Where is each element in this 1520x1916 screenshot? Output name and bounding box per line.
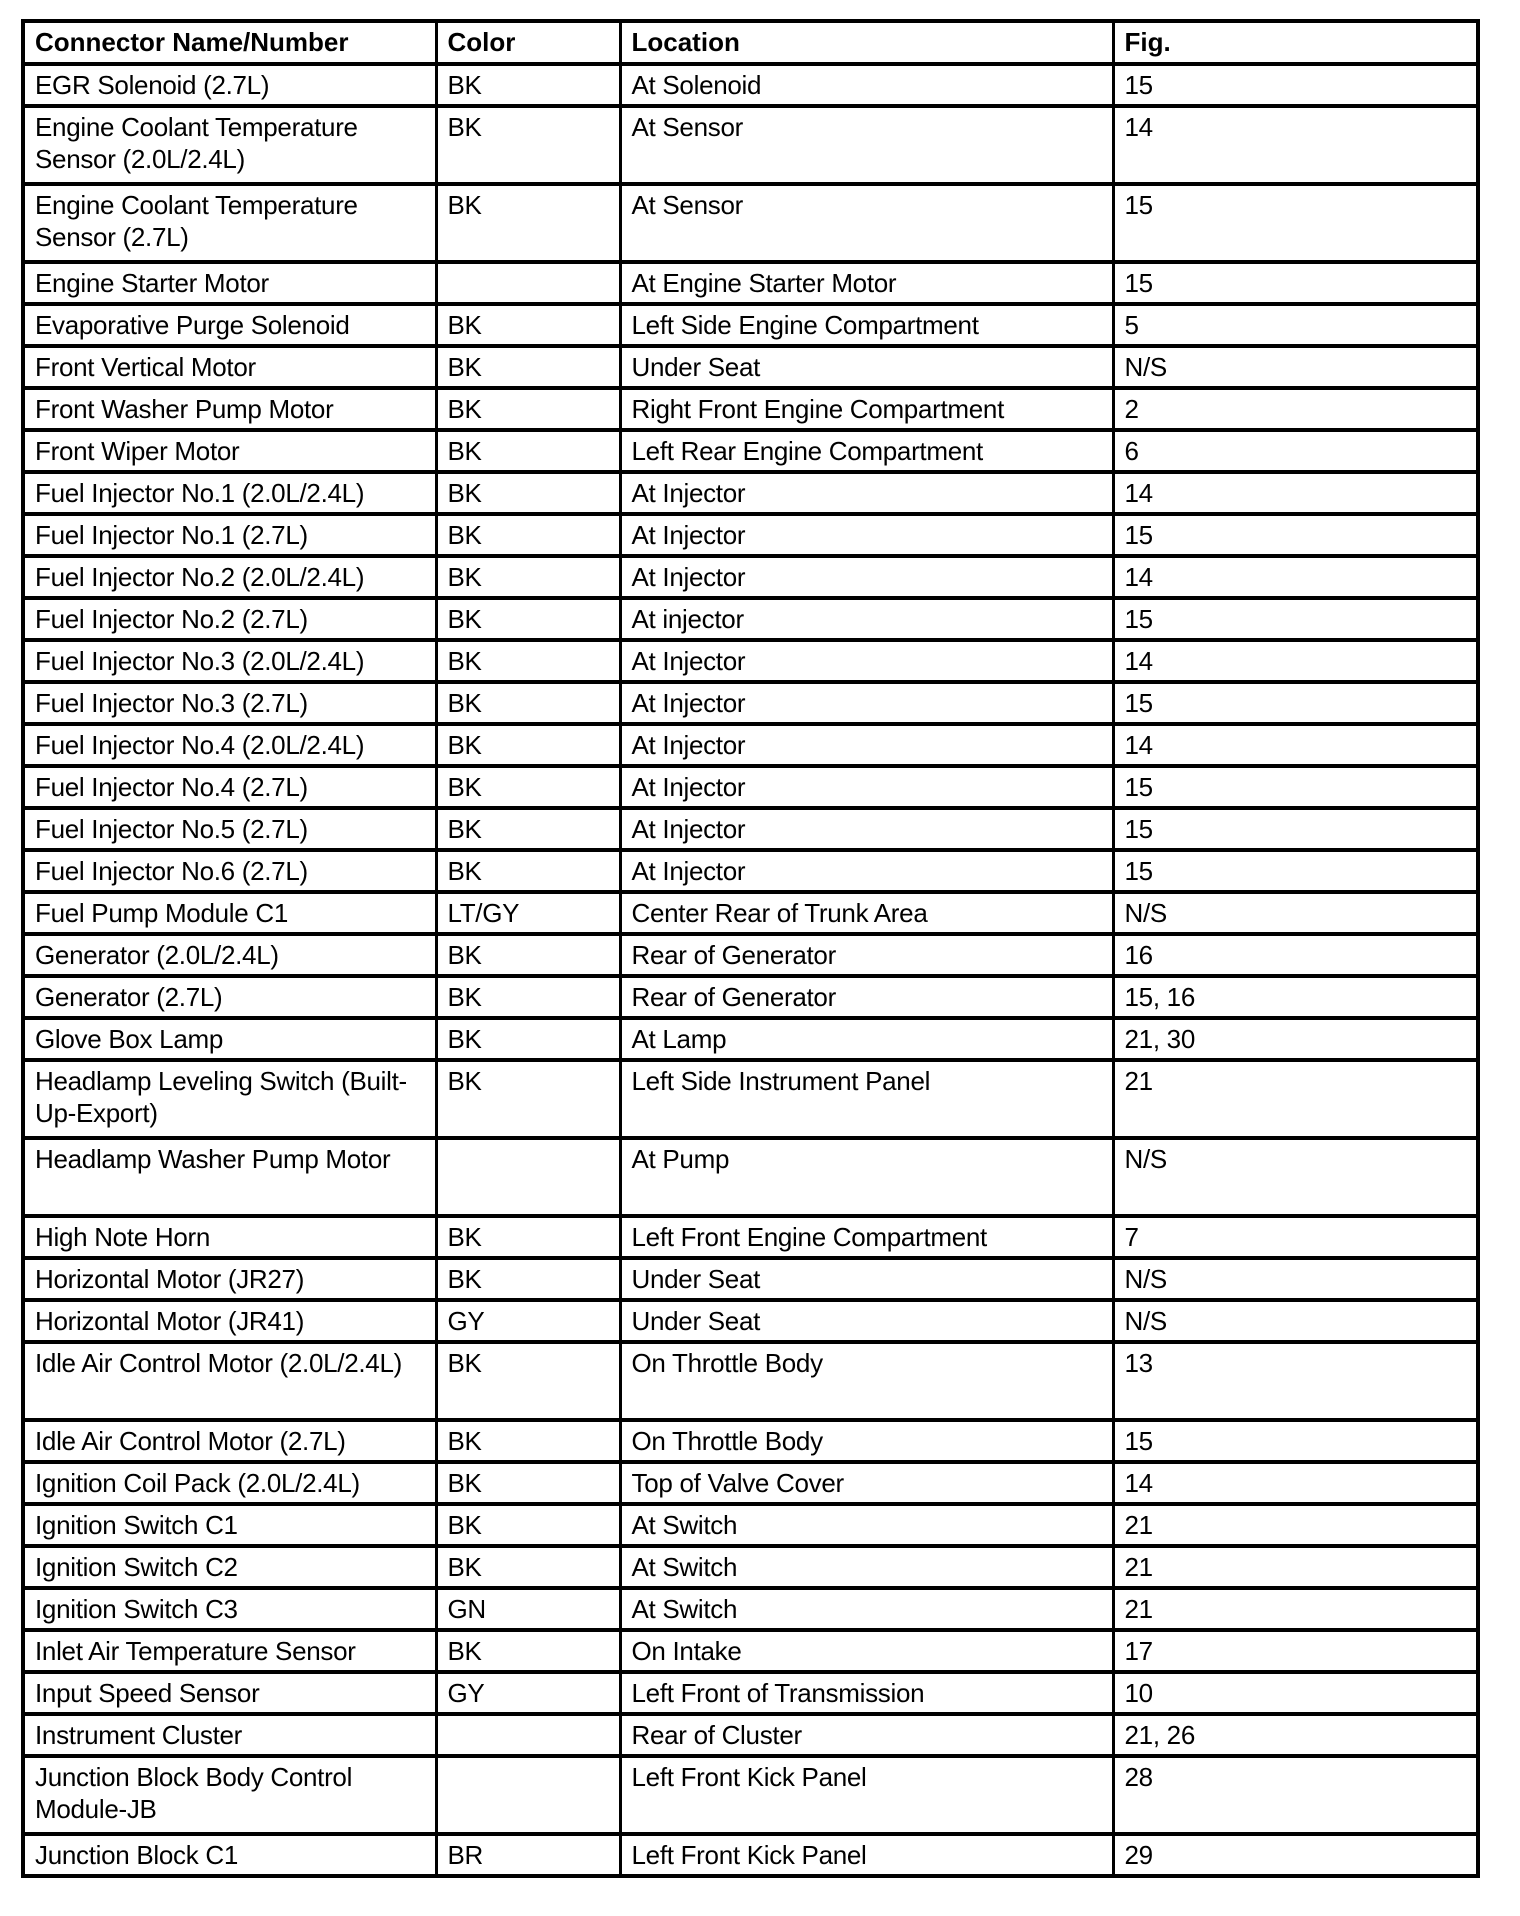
cell-location: Left Front Kick Panel bbox=[620, 1756, 1113, 1834]
table-row bbox=[23, 1504, 1478, 1546]
cell-fig: 21, 30 bbox=[1113, 1018, 1478, 1060]
cell-color: GY bbox=[436, 1672, 620, 1714]
cell-fig: 14 bbox=[1113, 106, 1478, 184]
cell-location: Under Seat bbox=[620, 346, 1113, 388]
table-row bbox=[23, 892, 1478, 934]
table-row bbox=[23, 346, 1478, 388]
table-row bbox=[23, 1630, 1478, 1672]
cell-color: BK bbox=[436, 430, 620, 472]
cell-connector-name: Headlamp Washer Pump Motor bbox=[23, 1138, 436, 1216]
cell-connector-name: Fuel Pump Module C1 bbox=[23, 892, 436, 934]
table-row bbox=[23, 472, 1478, 514]
cell-connector-name: High Note Horn bbox=[23, 1216, 436, 1258]
table-row bbox=[23, 1018, 1478, 1060]
cell-connector-name: Engine Starter Motor bbox=[23, 262, 436, 304]
cell-color: BK bbox=[436, 556, 620, 598]
cell-connector-name: Generator (2.7L) bbox=[23, 976, 436, 1018]
cell-fig: N/S bbox=[1113, 1300, 1478, 1342]
cell-fig: 28 bbox=[1113, 1756, 1478, 1834]
cell-color: BK bbox=[436, 106, 620, 184]
table-row bbox=[23, 514, 1478, 556]
cell-connector-name: Front Wiper Motor bbox=[23, 430, 436, 472]
cell-color: BK bbox=[436, 1420, 620, 1462]
header-color: Color bbox=[436, 21, 620, 64]
cell-location: On Intake bbox=[620, 1630, 1113, 1672]
cell-connector-name: Glove Box Lamp bbox=[23, 1018, 436, 1060]
cell-fig: 15 bbox=[1113, 766, 1478, 808]
cell-color: BK bbox=[436, 934, 620, 976]
cell-color: BK bbox=[436, 850, 620, 892]
cell-color: BK bbox=[436, 808, 620, 850]
cell-fig: N/S bbox=[1113, 1138, 1478, 1216]
table-row bbox=[23, 1714, 1478, 1756]
cell-location: Right Front Engine Compartment bbox=[620, 388, 1113, 430]
cell-location: At Injector bbox=[620, 514, 1113, 556]
cell-fig: 21 bbox=[1113, 1504, 1478, 1546]
cell-fig: 15 bbox=[1113, 64, 1478, 106]
cell-fig: 15 bbox=[1113, 1420, 1478, 1462]
table-row bbox=[23, 766, 1478, 808]
cell-color: BK bbox=[436, 304, 620, 346]
cell-connector-name: Horizontal Motor (JR27) bbox=[23, 1258, 436, 1300]
cell-color: BK bbox=[436, 1060, 620, 1138]
cell-fig: 16 bbox=[1113, 934, 1478, 976]
table-header-row bbox=[23, 21, 1478, 64]
table-row bbox=[23, 1138, 1478, 1216]
cell-color bbox=[436, 1714, 620, 1756]
cell-color: BK bbox=[436, 64, 620, 106]
cell-fig: 21, 26 bbox=[1113, 1714, 1478, 1756]
cell-fig: 15 bbox=[1113, 808, 1478, 850]
cell-color bbox=[436, 262, 620, 304]
cell-connector-name: Fuel Injector No.1 (2.7L) bbox=[23, 514, 436, 556]
cell-location: At Injector bbox=[620, 682, 1113, 724]
cell-connector-name: Input Speed Sensor bbox=[23, 1672, 436, 1714]
table-row bbox=[23, 598, 1478, 640]
cell-fig: N/S bbox=[1113, 346, 1478, 388]
table-row bbox=[23, 682, 1478, 724]
header-connector-name: Connector Name/Number bbox=[23, 21, 436, 64]
cell-connector-name: Fuel Injector No.3 (2.0L/2.4L) bbox=[23, 640, 436, 682]
cell-location: Left Rear Engine Compartment bbox=[620, 430, 1113, 472]
table-row bbox=[23, 808, 1478, 850]
cell-connector-name: Ignition Switch C2 bbox=[23, 1546, 436, 1588]
cell-color: BK bbox=[436, 598, 620, 640]
cell-location: At Injector bbox=[620, 556, 1113, 598]
cell-connector-name: Fuel Injector No.4 (2.7L) bbox=[23, 766, 436, 808]
cell-connector-name: Instrument Cluster bbox=[23, 1714, 436, 1756]
cell-color: BK bbox=[436, 184, 620, 262]
cell-connector-name: Ignition Switch C3 bbox=[23, 1588, 436, 1630]
cell-connector-name: Fuel Injector No.3 (2.7L) bbox=[23, 682, 436, 724]
cell-color: BK bbox=[436, 1546, 620, 1588]
cell-color: BK bbox=[436, 682, 620, 724]
cell-color: BK bbox=[436, 724, 620, 766]
cell-location: At injector bbox=[620, 598, 1113, 640]
table-row bbox=[23, 976, 1478, 1018]
cell-fig: 7 bbox=[1113, 1216, 1478, 1258]
table-row bbox=[23, 1258, 1478, 1300]
cell-fig: 21 bbox=[1113, 1588, 1478, 1630]
table-row bbox=[23, 1834, 1478, 1876]
cell-connector-name: Fuel Injector No.5 (2.7L) bbox=[23, 808, 436, 850]
cell-color: BK bbox=[436, 1504, 620, 1546]
cell-connector-name: Horizontal Motor (JR41) bbox=[23, 1300, 436, 1342]
cell-connector-name: Front Vertical Motor bbox=[23, 346, 436, 388]
cell-location: At Switch bbox=[620, 1588, 1113, 1630]
cell-fig: 6 bbox=[1113, 430, 1478, 472]
table-row bbox=[23, 304, 1478, 346]
cell-connector-name: Ignition Coil Pack (2.0L/2.4L) bbox=[23, 1462, 436, 1504]
cell-color bbox=[436, 1138, 620, 1216]
connector-table bbox=[21, 19, 1480, 1878]
cell-fig: 2 bbox=[1113, 388, 1478, 430]
cell-color: BK bbox=[436, 346, 620, 388]
cell-color: LT/GY bbox=[436, 892, 620, 934]
cell-connector-name: Fuel Injector No.2 (2.0L/2.4L) bbox=[23, 556, 436, 598]
cell-location: At Injector bbox=[620, 472, 1113, 514]
table-row bbox=[23, 1300, 1478, 1342]
table-row bbox=[23, 1216, 1478, 1258]
table-row bbox=[23, 1342, 1478, 1420]
cell-color: BK bbox=[436, 1216, 620, 1258]
cell-location: Left Front of Transmission bbox=[620, 1672, 1113, 1714]
cell-location: At Sensor bbox=[620, 106, 1113, 184]
cell-location: At Sensor bbox=[620, 184, 1113, 262]
cell-connector-name: Ignition Switch C1 bbox=[23, 1504, 436, 1546]
cell-color: BK bbox=[436, 976, 620, 1018]
cell-fig: 14 bbox=[1113, 472, 1478, 514]
cell-connector-name: Engine Coolant Temperature Sensor (2.7L) bbox=[23, 184, 436, 262]
table-row bbox=[23, 64, 1478, 106]
table-row bbox=[23, 1420, 1478, 1462]
cell-connector-name: Junction Block Body Control Module-JB bbox=[23, 1756, 436, 1834]
cell-color: BK bbox=[436, 766, 620, 808]
table-row bbox=[23, 388, 1478, 430]
table-row bbox=[23, 184, 1478, 262]
cell-color: BK bbox=[436, 1342, 620, 1420]
cell-location: At Injector bbox=[620, 640, 1113, 682]
header-fig: Fig. bbox=[1113, 21, 1478, 64]
table-row bbox=[23, 1060, 1478, 1138]
table-row bbox=[23, 1462, 1478, 1504]
table-row bbox=[23, 1672, 1478, 1714]
table-row bbox=[23, 106, 1478, 184]
cell-connector-name: Generator (2.0L/2.4L) bbox=[23, 934, 436, 976]
cell-fig: 15 bbox=[1113, 682, 1478, 724]
cell-location: Center Rear of Trunk Area bbox=[620, 892, 1113, 934]
cell-location: At Injector bbox=[620, 850, 1113, 892]
cell-fig: 13 bbox=[1113, 1342, 1478, 1420]
cell-location: At Injector bbox=[620, 808, 1113, 850]
cell-color: BK bbox=[436, 514, 620, 556]
cell-connector-name: EGR Solenoid (2.7L) bbox=[23, 64, 436, 106]
cell-fig: N/S bbox=[1113, 892, 1478, 934]
cell-location: On Throttle Body bbox=[620, 1420, 1113, 1462]
cell-color: BK bbox=[436, 1630, 620, 1672]
cell-fig: 14 bbox=[1113, 1462, 1478, 1504]
cell-location: Under Seat bbox=[620, 1300, 1113, 1342]
cell-fig: 15, 16 bbox=[1113, 976, 1478, 1018]
cell-color bbox=[436, 1756, 620, 1834]
cell-fig: 15 bbox=[1113, 184, 1478, 262]
cell-color: BK bbox=[436, 1258, 620, 1300]
table-row bbox=[23, 850, 1478, 892]
cell-color: BK bbox=[436, 640, 620, 682]
cell-connector-name: Junction Block C1 bbox=[23, 1834, 436, 1876]
cell-location: At Solenoid bbox=[620, 64, 1113, 106]
table-row bbox=[23, 724, 1478, 766]
cell-connector-name: Fuel Injector No.4 (2.0L/2.4L) bbox=[23, 724, 436, 766]
cell-fig: 15 bbox=[1113, 598, 1478, 640]
cell-fig: 14 bbox=[1113, 556, 1478, 598]
cell-fig: 15 bbox=[1113, 850, 1478, 892]
cell-connector-name: Fuel Injector No.2 (2.7L) bbox=[23, 598, 436, 640]
table-row bbox=[23, 430, 1478, 472]
cell-fig: 10 bbox=[1113, 1672, 1478, 1714]
cell-connector-name: Idle Air Control Motor (2.0L/2.4L) bbox=[23, 1342, 436, 1420]
cell-color: BK bbox=[436, 472, 620, 514]
cell-location: At Switch bbox=[620, 1546, 1113, 1588]
cell-color: BR bbox=[436, 1834, 620, 1876]
cell-connector-name: Idle Air Control Motor (2.7L) bbox=[23, 1420, 436, 1462]
cell-location: Rear of Generator bbox=[620, 976, 1113, 1018]
cell-fig: 14 bbox=[1113, 640, 1478, 682]
table-row bbox=[23, 262, 1478, 304]
table-row bbox=[23, 1756, 1478, 1834]
table-row bbox=[23, 934, 1478, 976]
cell-connector-name: Evaporative Purge Solenoid bbox=[23, 304, 436, 346]
cell-connector-name: Fuel Injector No.1 (2.0L/2.4L) bbox=[23, 472, 436, 514]
cell-location: At Injector bbox=[620, 766, 1113, 808]
cell-location: Left Front Kick Panel bbox=[620, 1834, 1113, 1876]
cell-fig: 15 bbox=[1113, 514, 1478, 556]
cell-fig: N/S bbox=[1113, 1258, 1478, 1300]
cell-location: At Engine Starter Motor bbox=[620, 262, 1113, 304]
cell-location: Top of Valve Cover bbox=[620, 1462, 1113, 1504]
cell-location: Left Front Engine Compartment bbox=[620, 1216, 1113, 1258]
cell-location: At Injector bbox=[620, 724, 1113, 766]
cell-connector-name: Engine Coolant Temperature Sensor (2.0L/2.4L) bbox=[23, 106, 436, 184]
table-row bbox=[23, 556, 1478, 598]
cell-location: Left Side Instrument Panel bbox=[620, 1060, 1113, 1138]
cell-connector-name: Front Washer Pump Motor bbox=[23, 388, 436, 430]
cell-fig: 21 bbox=[1113, 1546, 1478, 1588]
cell-fig: 21 bbox=[1113, 1060, 1478, 1138]
cell-color: GN bbox=[436, 1588, 620, 1630]
cell-location: Under Seat bbox=[620, 1258, 1113, 1300]
cell-color: GY bbox=[436, 1300, 620, 1342]
table-row bbox=[23, 1588, 1478, 1630]
cell-connector-name: Fuel Injector No.6 (2.7L) bbox=[23, 850, 436, 892]
cell-fig: 17 bbox=[1113, 1630, 1478, 1672]
table-row bbox=[23, 1546, 1478, 1588]
cell-connector-name: Headlamp Leveling Switch (Built-Up-Export) bbox=[23, 1060, 436, 1138]
cell-location: Left Side Engine Compartment bbox=[620, 304, 1113, 346]
cell-color: BK bbox=[436, 1018, 620, 1060]
cell-location: At Switch bbox=[620, 1504, 1113, 1546]
cell-location: On Throttle Body bbox=[620, 1342, 1113, 1420]
cell-color: BK bbox=[436, 388, 620, 430]
table-row bbox=[23, 640, 1478, 682]
cell-color: BK bbox=[436, 1462, 620, 1504]
cell-location: At Lamp bbox=[620, 1018, 1113, 1060]
cell-fig: 14 bbox=[1113, 724, 1478, 766]
cell-connector-name: Inlet Air Temperature Sensor bbox=[23, 1630, 436, 1672]
cell-fig: 29 bbox=[1113, 1834, 1478, 1876]
header-location: Location bbox=[620, 21, 1113, 64]
cell-fig: 15 bbox=[1113, 262, 1478, 304]
cell-location: Rear of Generator bbox=[620, 934, 1113, 976]
cell-fig: 5 bbox=[1113, 304, 1478, 346]
cell-location: At Pump bbox=[620, 1138, 1113, 1216]
cell-location: Rear of Cluster bbox=[620, 1714, 1113, 1756]
